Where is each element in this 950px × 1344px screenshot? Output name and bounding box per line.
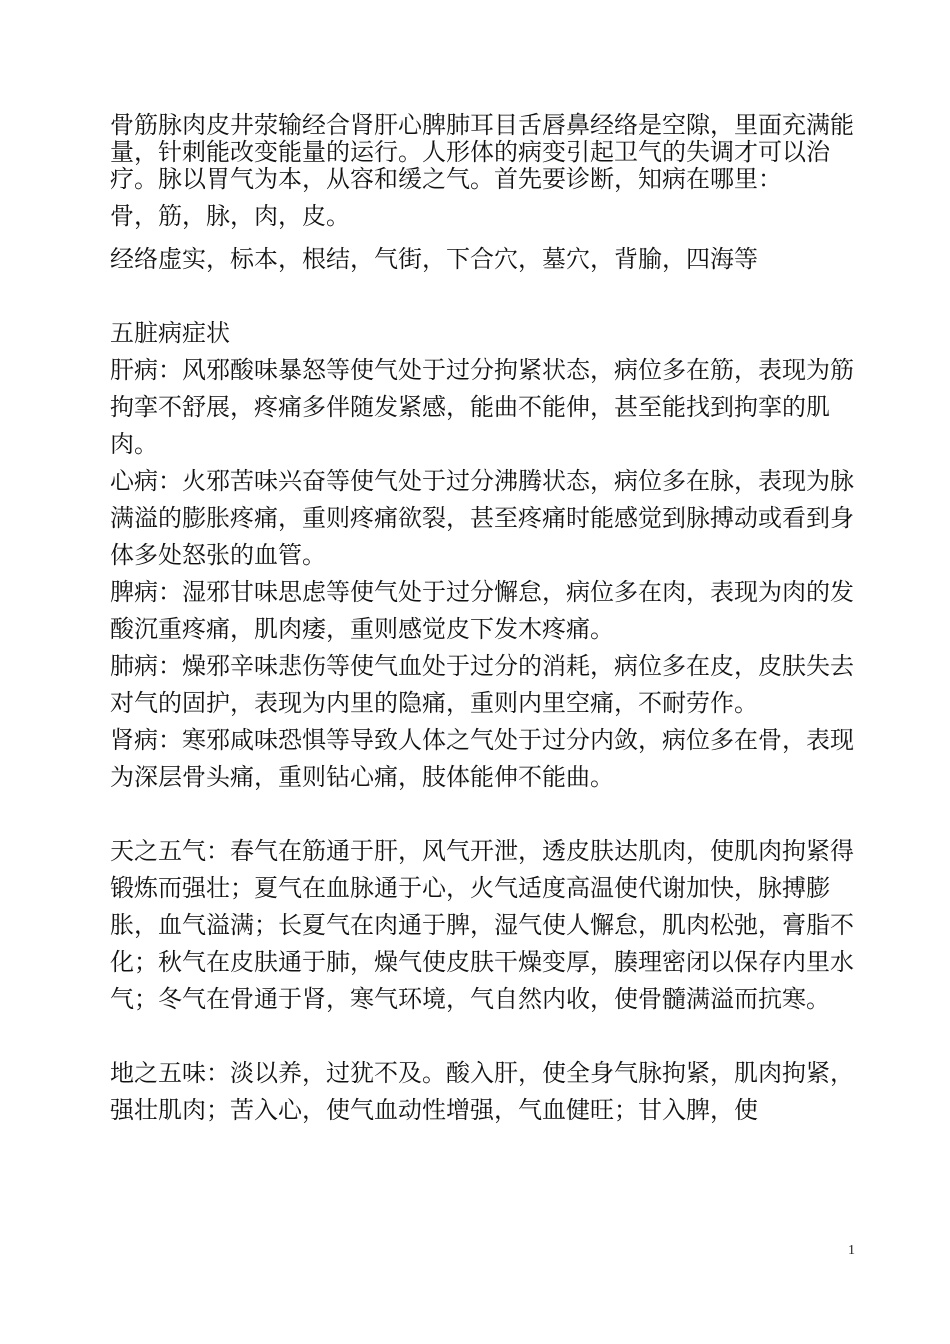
five-qi-paragraph: 天之五气：春气在筋通于肝，风气开泄，透皮肤达肌肉，使肌肉拘紧得锻炼而强壮；夏气在血脉通于心，火气适度高温使代谢加快，脉搏膨胀，血气溢满；长夏气在肉通于脾，湿气使人懈怠，肌肉松弛，膏脂不化；秋气在皮肤通于肺，燥气使皮肤干燥变厚，腠理密闭以保存内里水气；冬气在骨通于肾，寒气环境，气自然内收，使骨髓满溢而抗寒。 — [110, 837, 854, 1013]
five-flavors-paragraph: 地之五味：淡以养，过犹不及。酸入肝，使全身气脉拘紧，肌肉拘紧，强壮肌肉；苦入心，使气血动性增强，气血健旺；甘入脾，使 — [110, 1059, 854, 1124]
liver-disease-paragraph: 肝病：风邪酸味暴怒等使气处于过分拘紧状态，病位多在筋，表现为筋拘挛不舒展，疼痛多伴随发紧感，能曲不能伸，甚至能找到拘挛的肌肉。 — [110, 356, 854, 458]
meridians-line: 经络虚实，标本，根结，气街，下合穴，墓穴，背腧，四海等 — [110, 245, 758, 273]
kidney-disease-paragraph: 肾病：寒邪咸味恐惧等导致人体之气处于过分内敛，病位多在骨，表现为深层骨头痛，重则钻心痛，肢体能伸不能曲。 — [110, 726, 854, 791]
intro-paragraph: 骨筋脉肉皮井荥输经合肾肝心脾肺耳目舌唇鼻经络是空隙，里面充满能量，针刺能改变能量的运行。人形体的病变引起卫气的失调才可以治疗。脉以胃气为本，从容和缓之气。首先要诊断，知病在哪里： — [110, 111, 854, 193]
tissues-line: 骨，筋，脉，肉，皮。 — [110, 202, 350, 230]
spleen-disease-paragraph: 脾病：湿邪甘味思虑等使气处于过分懈怠，病位多在肉，表现为肉的发酸沉重疼痛，肌肉痿，重则感觉皮下发木疼痛。 — [110, 578, 854, 643]
five-organs-title: 五脏病症状 — [110, 319, 230, 347]
document-page — [110, 112, 855, 1129]
heart-disease-paragraph: 心病：火邪苦味兴奋等使气处于过分沸腾状态，病位多在脉，表现为脉满溢的膨胀疼痛，重则疼痛欲裂，甚至疼痛时能感觉到脉搏动或看到身体多处怒张的血管。 — [110, 467, 854, 569]
page-number: 1 — [848, 1243, 855, 1258]
lung-disease-paragraph: 肺病：燥邪辛味悲伤等使气血处于过分的消耗，病位多在皮，皮肤失去对气的固护，表现为内里的隐痛，重则内里空痛，不耐劳作。 — [110, 652, 854, 717]
